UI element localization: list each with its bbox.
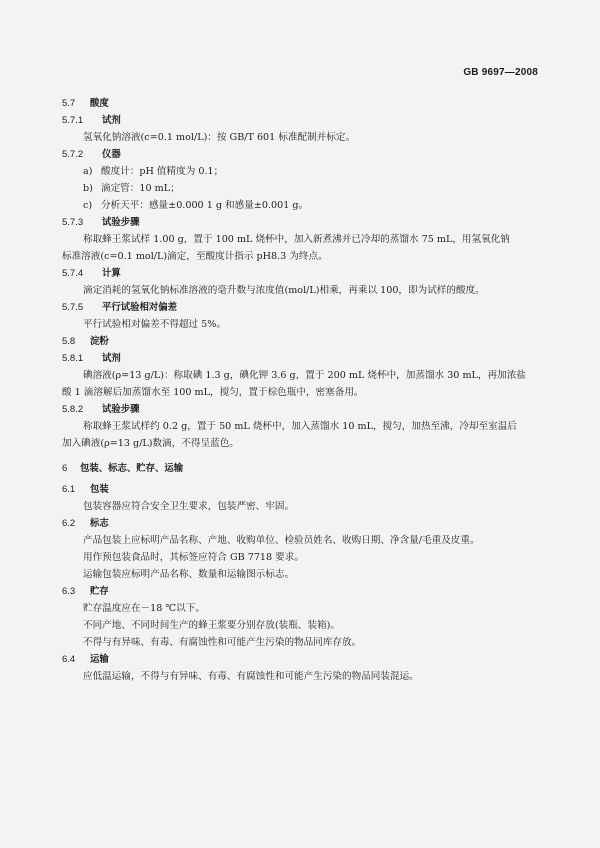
section-5-8-1-heading [62,350,538,367]
list-item [62,180,538,197]
paragraph-line: 称取蜂王浆试样 1.00 g，置于 100 mL 烧杯中，加入新煮沸并已冷却的蒸馏水 75 mL，用氢氧化钠 [83,234,510,245]
section-title: 酸度 [90,98,109,109]
section-number: 6.1 [62,484,76,495]
section-5-8-heading [62,333,538,350]
section-title: 平行试验相对偏差 [102,302,178,313]
chapter-number: 6 [62,463,68,474]
list-item [62,197,538,214]
document-body [62,95,538,685]
section-title: 试剂 [102,115,121,126]
section-6-3-heading [62,583,538,600]
list-item-text: 分析天平：感量±0.000 1 g 和感量±0.001 g。 [101,200,309,211]
paragraph-line: 酸 1 滴溶解后加蒸馏水至 100 mL，搅匀，置于棕色瓶中，密塞备用。 [62,387,364,398]
list-item-text: 滴定管：10 mL； [101,183,180,194]
paragraph: 不得与有异味、有毒、有腐蚀性和可能产生污染的物品同库存放。 [83,637,362,648]
list-marker: a) [83,166,93,177]
section-5-7-5-heading [62,299,538,316]
section-5-7-3-heading [62,214,538,231]
section-number: 6.4 [62,654,76,665]
section-6-1-heading [62,481,538,498]
section-5-7-1-heading [62,112,538,129]
section-number: 6.2 [62,518,76,529]
paragraph: 产品包装上应标明产品名称、产地、收购单位、检验员姓名、收购日期、净含量/毛重及皮重。 [83,535,480,546]
section-number: 5.7.3 [62,217,84,228]
paragraph: 应低温运输，不得与有异味、有毒、有腐蚀性和可能产生污染的物品同装混运。 [83,671,419,682]
section-title: 计算 [102,268,121,279]
paragraph: 滴定消耗的氢氧化钠标准溶液的毫升数与浓度值(mol/L)相乘，再乘以 100，即为试样的酸度。 [83,285,485,296]
section-number: 5.7 [62,98,76,109]
paragraph: 运输包装应标明产品名称、数量和运输图示标志。 [83,569,295,580]
section-number: 5.8.1 [62,353,84,364]
section-number: 5.7.4 [62,268,84,279]
section-5-7-2-heading [62,146,538,163]
paragraph-line: 标准溶液(c=0.1 mol/L)滴定，至酸度计指示 pH8.3 为终点。 [62,251,328,262]
paragraph: 氢氧化钠溶液(c=0.1 mol/L)：按 GB/T 601 标准配制并标定。 [83,132,356,143]
section-number: 5.8.2 [62,404,84,415]
paragraph: 平行试验相对偏差不得超过 5%。 [83,319,226,330]
paragraph: 用作预包装食品时，其标签应符合 GB 7718 要求。 [83,552,304,563]
standard-code-header: GB 9697—2008 [463,67,538,78]
list-item [62,163,538,180]
section-number: 5.7.1 [62,115,84,126]
section-title: 仪器 [102,149,121,160]
section-6-2-heading [62,515,538,532]
section-title: 包装 [90,484,109,495]
section-title: 试验步骤 [102,404,140,415]
section-5-7-heading [62,95,538,112]
section-title: 淀粉 [90,336,109,347]
section-title: 贮存 [90,586,109,597]
section-number: 5.7.5 [62,302,84,313]
section-number: 5.8 [62,336,76,347]
section-number: 6.3 [62,586,76,597]
section-5-8-2-heading [62,401,538,418]
chapter-title: 包装、标志、贮存、运输 [80,463,184,474]
section-6-4-heading [62,651,538,668]
paragraph: 贮存温度应在－18 ℃以下。 [83,603,205,614]
list-item-text: 酸度计：pH 值精度为 0.1； [101,166,224,177]
chapter-6-heading [62,460,538,477]
paragraph-line: 称取蜂王浆试样约 0.2 g，置于 50 mL 烧杯中，加入蒸馏水 10 mL，搅匀，加热至沸，冷却至室温后 [83,421,517,432]
paragraph-line: 碘溶液(ρ=13 g/L)：称取碘 1.3 g，碘化钾 3.6 g，置于 200 mL 烧杯中，加蒸馏水 30 mL，再加浓盐 [83,370,526,381]
section-number: 5.7.2 [62,149,84,160]
section-title: 试验步骤 [102,217,140,228]
paragraph: 包装容器应符合安全卫生要求，包装严密、牢固。 [83,501,295,512]
list-marker: b) [83,183,93,194]
section-title: 运输 [90,654,109,665]
paragraph-line: 加入碘液(ρ=13 g/L)数滴，不得呈蓝色。 [62,438,239,449]
list-marker: c) [83,200,93,211]
section-title: 试剂 [102,353,121,364]
section-title: 标志 [90,518,109,529]
section-5-7-4-heading [62,265,538,282]
paragraph: 不同产地、不同时间生产的蜂王浆要分别存放(装瓶、装箱)。 [83,620,340,631]
